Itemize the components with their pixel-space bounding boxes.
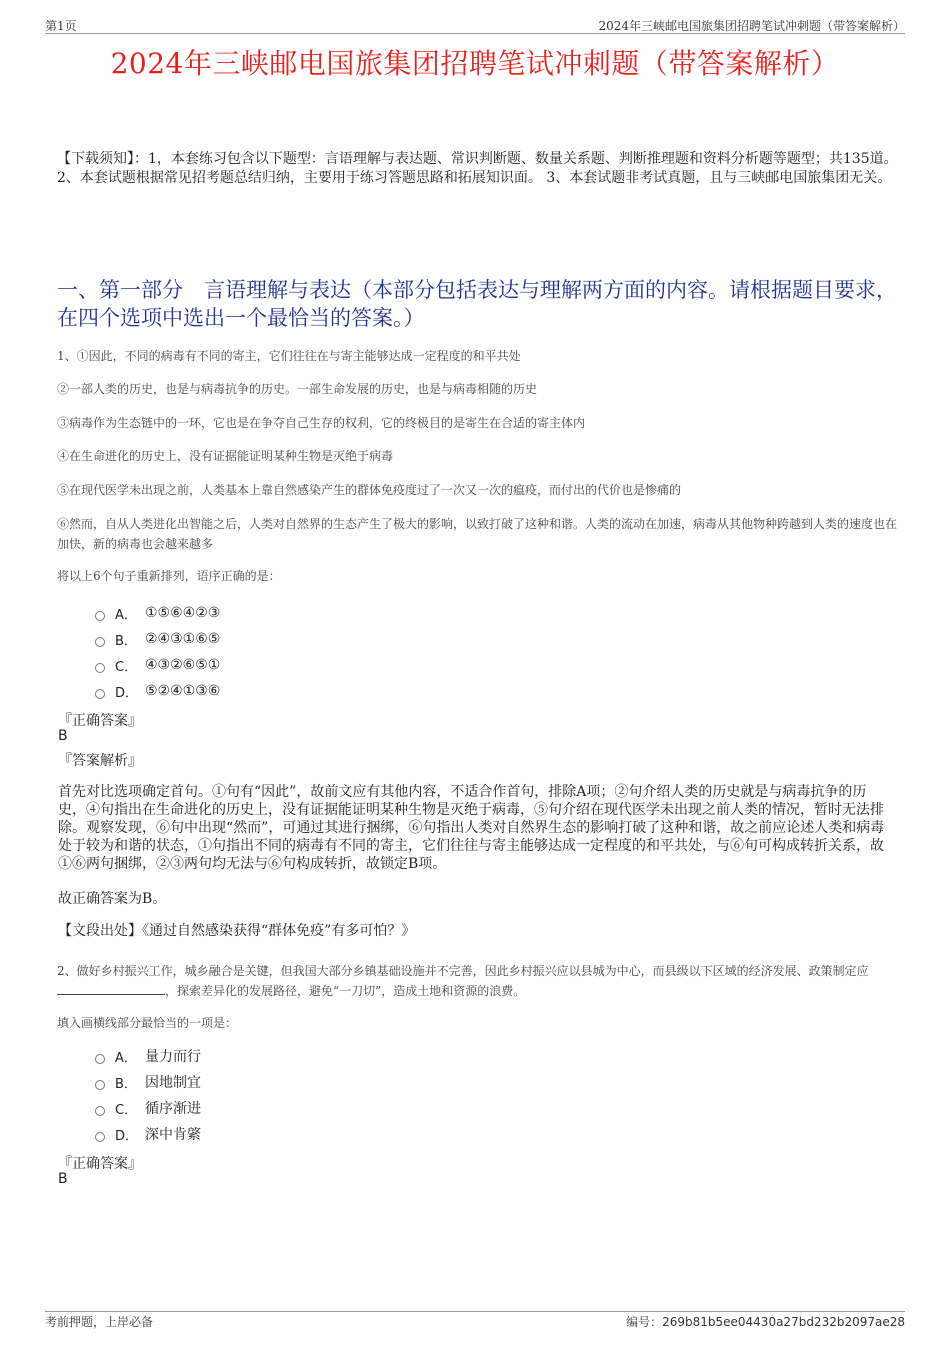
q1-analysis-label: 『答案解析』 <box>58 753 142 769</box>
q2-stem <box>57 961 897 1001</box>
q2-stem-part2: ，探索差异化的发展路径，避免“一刀切”，造成土地和资源的浪费。 <box>165 984 526 998</box>
radio-icon[interactable] <box>95 1132 105 1142</box>
q1-line-2: ②一部人类的历史，也是与病毒抗争的历史。一部生命发展的历史，也是与病毒相随的历史 <box>57 382 538 396</box>
q2-option-c[interactable] <box>95 1098 201 1118</box>
q1-source: 【文段出处】《通过自然感染获得“群体免疫”有多可怕？》 <box>58 923 416 939</box>
fill-blank <box>57 982 165 995</box>
option-text: 循序渐进 <box>145 1101 201 1117</box>
footer-code <box>626 1313 905 1330</box>
option-letter: B． <box>115 1076 137 1092</box>
header-divider <box>45 33 905 34</box>
q1-conclusion: 故正确答案为B。 <box>58 891 167 907</box>
option-letter: B． <box>115 633 137 649</box>
option-text: ④③②⑥⑤① <box>145 657 221 673</box>
radio-icon[interactable] <box>95 637 105 647</box>
q1-line-5: ⑤在现代医学未出现之前，人类基本上靠自然感染产生的群体免疫度过了一次又一次的瘟疫，而付出的代价也是惨痛的 <box>57 483 682 497</box>
option-letter: A． <box>115 1050 137 1066</box>
q1-line-6: ⑥然而，自从人类进化出智能之后，人类对自然界的生态产生了极大的影响，以致打破了这种和谐。人类的流动在加速，病毒从其他物种跨越到人类的速度也在加快，新的病毒也会越来越多 <box>57 517 898 551</box>
radio-icon[interactable] <box>95 663 105 673</box>
section-heading: 一、第一部分 言语理解与表达（本部分包括表达与理解两方面的内容。请根据题目要求，在四个选项中选出一个最恰当的答案。） <box>57 278 897 330</box>
option-letter: A． <box>115 607 137 623</box>
q1-prompt: 将以上6个句子重新排列，语序正确的是： <box>57 569 281 583</box>
radio-icon[interactable] <box>95 611 105 621</box>
option-text: 因地制宜 <box>145 1075 201 1091</box>
q1-answer: B <box>58 728 68 744</box>
option-letter: D． <box>115 685 139 701</box>
footer-code-label: 编号： <box>626 1315 663 1329</box>
option-letter: C． <box>115 659 138 675</box>
option-text: ⑤②④①③⑥ <box>145 683 221 699</box>
q1-option-d[interactable] <box>95 681 220 701</box>
q1-option-a[interactable] <box>95 603 220 623</box>
radio-icon[interactable] <box>95 689 105 699</box>
option-letter: C． <box>115 1102 138 1118</box>
q2-answer-label: 『正确答案』 <box>58 1156 142 1172</box>
footer-slogan: 考前押题，上岸必备 <box>45 1315 154 1329</box>
q1-line-3: ③病毒作为生态链中的一环，它也是在争夺自己生存的权利，它的终极目的是寄生在合适的寄主体内 <box>57 416 586 430</box>
q1-line-1: 1、①因此，不同的病毒有不同的寄主，它们往往在与寄主能够达成一定程度的和平共处 <box>57 349 521 363</box>
option-text: 深中肯綮 <box>145 1127 201 1143</box>
option-text: 量力而行 <box>145 1049 201 1065</box>
download-notice: 【下载须知】：1，本套练习包含以下题型：言语理解与表达题、常识判断题、数量关系题、判断推理题和资料分析题等题型；共135道。 2、本套试题根据常见招考题总结归纳，主要用于练习答题思路和拓展知识面。 3、本套试题非考试真题，且与三峡邮电国旅集团无关。 <box>57 151 898 186</box>
q2-answer: B <box>58 1171 68 1187</box>
page-number: 第1页 <box>45 19 77 33</box>
q1-answer-label: 『正确答案』 <box>58 713 142 729</box>
option-text: ①⑤⑥④②③ <box>145 605 221 621</box>
q1-option-b[interactable] <box>95 629 220 649</box>
q2-option-a[interactable] <box>95 1046 201 1066</box>
option-text: ②④③①⑥⑤ <box>145 631 221 647</box>
q1-explanation: 首先对比选项确定首句。①句有“因此”，故前文应有其他内容，不适合作首句，排除A项；②句介绍人类的历史就是与病毒抗争的历史，④句指出在生命进化的历史上，没有证据能证明某种生物是灭绝于病毒，⑤句介绍在现代医学未出现之前人类的情况，暂时无法排除。观察发现，⑥句中出现“然而”，可通过其进行捆绑，⑥句指出人类对自然界生态的影响打破了这种和谐，故之前应论述人类和病毒处于较为和谐的状态，①句指出不同的病毒有不同的寄主，它们往往与寄主能够达成一定程度的和平共处，与⑥句可构成转折关系，故①⑥两句捆绑，②③两句均无法与⑥句构成转折，故锁定B项。 <box>58 784 885 872</box>
page-title: 2024年三峡邮电国旅集团招聘笔试冲刺题（带答案解析） <box>110 47 840 80</box>
radio-icon[interactable] <box>95 1106 105 1116</box>
footer-code-value: 269b81b5ee04430a27bd232b2097ae28 <box>662 1315 905 1329</box>
option-letter: D． <box>115 1128 139 1144</box>
q2-option-b[interactable] <box>95 1072 201 1092</box>
q1-option-c[interactable] <box>95 655 220 675</box>
q2-option-d[interactable] <box>95 1124 201 1144</box>
q2-prompt: 填入画横线部分最恰当的一项是： <box>57 1016 238 1030</box>
radio-icon[interactable] <box>95 1054 105 1064</box>
q2-stem-part1: 2、做好乡村振兴工作，城乡融合是关键，但我国大部分乡镇基础设施并不完善，因此乡村振兴应以县城为中心，而县级以下区域的经济发展、政策制定应 <box>57 964 869 978</box>
footer-divider <box>45 1311 905 1312</box>
header-doc-title: 2024年三峡邮电国旅集团招聘笔试冲刺题（带答案解析） <box>598 19 905 33</box>
radio-icon[interactable] <box>95 1080 105 1090</box>
q1-line-4: ④在生命进化的历史上，没有证据能证明某种生物是灭绝于病毒 <box>57 449 394 463</box>
